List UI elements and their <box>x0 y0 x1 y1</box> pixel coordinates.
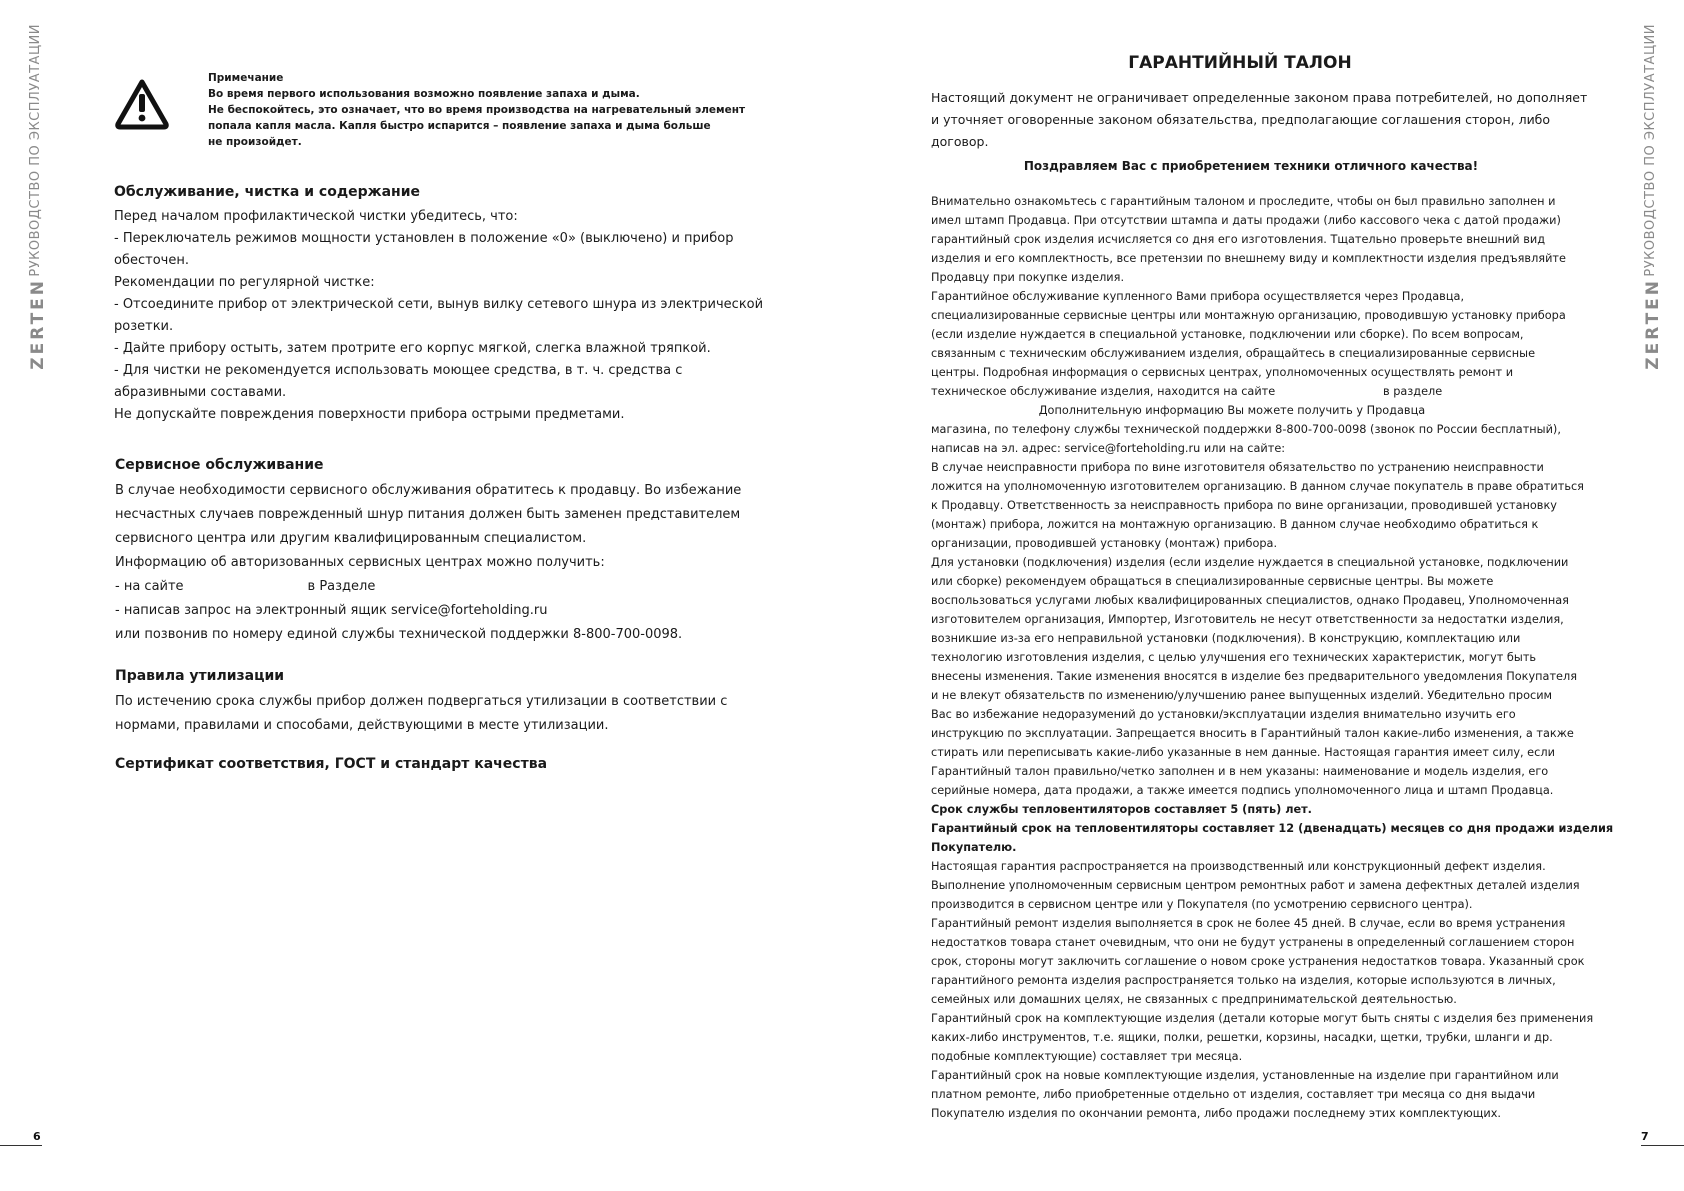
body-line: производится в сервисном центре или у Покупателя (по усмотрению сервисного центра). <box>931 898 1473 911</box>
paragraph-line: нормами, правилами и способами, действующими в месте утилизации. <box>115 718 609 733</box>
body-line: серийные номера, дата продажи, а также имеется подпись уполномоченного лица и штамп Продавца. <box>931 784 1554 797</box>
body-line: магазина, по телефону службы технической поддержки 8-800-700-0098 (звонок по России бесплатный), <box>931 423 1561 436</box>
body-line: стирать или переписывать какие-либо указанные в нем данные. Настоящая гарантия имеет силу, если <box>931 746 1555 759</box>
warranty-period-line: Покупателю. <box>931 841 1017 854</box>
paragraph-line: По истечению срока службы прибор должен подвергаться утилизации в соответствии с <box>115 694 728 709</box>
body-line: Гарантийное обслуживание купленного Вами прибора осуществляется через Продавца, <box>931 290 1465 303</box>
body-line: платном ремонте, либо приобретенные отдельно от изделия, составляет три месяца со дня выдачи <box>931 1088 1536 1101</box>
paragraph-line: розетки. <box>114 319 174 334</box>
page-number-rule-left <box>0 1145 42 1146</box>
body-line: гарантийного ремонта изделия распространяется только на изделия, которые используются в личных, <box>931 974 1556 987</box>
paragraph-line: - Дайте прибору остыть, затем протрите его корпус мягкой, слегка влажной тряпкой. <box>114 341 711 356</box>
body-line: (если изделие нуждается в специальной установке, подключении или сборке). По всем вопросам, <box>931 328 1524 341</box>
body-line: ложится на уполномоченную изготовителем организацию. В данном случае покупатель в праве обратиться <box>931 480 1584 493</box>
body-line: гарантийный срок изделия исчисляется со дня его изготовления. Тщательно проверьте внешний вид <box>931 233 1546 246</box>
body-line: Гарантийный талон правильно/четко заполнен и в нем указаны: наименование и модель изделия, его <box>931 765 1549 778</box>
warranty-intro <box>931 87 1588 153</box>
paragraph-line: - написав запрос на электронный ящик service@forteholding.ru <box>115 603 548 618</box>
body-line: семейных или домашних целях, не связанных с предпринимательской деятельностью. <box>931 993 1457 1006</box>
intro-line: Настоящий документ не ограничивает определенные законом права потребителей, но дополняет <box>931 90 1588 105</box>
brand-logo-vertical: ZERTEN <box>28 278 48 370</box>
manual-title-vertical: РУКОВОДСТВО ПО ЭКСПЛУАТАЦИИ <box>1643 24 1658 277</box>
page-number-left: 6 <box>33 1130 41 1143</box>
paragraph-line: Перед началом профилактической чистки убедитесь, что: <box>114 209 518 224</box>
body-line: каких-либо инструментов, т.е. ящики, полки, решетки, корзины, насадки, щетки, трубки, шланги и др. <box>931 1031 1553 1044</box>
page-number-rule-right <box>1641 1145 1684 1146</box>
note-line: Не беспокойтесь, это означает, что во время производства на нагревательный элемент <box>208 104 746 116</box>
body-line: Дополнительную информацию Вы можете получить у Продавца <box>931 404 1426 417</box>
service-life-line: Срок службы тепловентиляторов составляет 5 (пять) лет. <box>931 803 1312 816</box>
body-line: воспользоваться услугами любых квалифицированных специалистов, однако Продавец, Уполномоченная <box>931 594 1569 607</box>
paragraph-line: сервисного центра или другим квалифицированным специалистом. <box>115 531 587 546</box>
body-line: организации, проводившей установку (монтаж) прибора. <box>931 537 1278 550</box>
body-line: связанным с техническим обслуживанием изделия, обращайтесь в специализированные сервисные <box>931 347 1536 360</box>
body-line: недостатков товара станет очевидным, что они не будут устранены в определенный соглашением сторон <box>931 936 1575 949</box>
paragraph-line: - Отсоедините прибор от электрической сети, вынув вилку сетевого шнура из электрической <box>114 297 764 312</box>
body-line: внесены изменения. Такие изменения вносятся в изделие без предварительного уведомления Покупателя <box>931 670 1577 683</box>
body-line: центры. Подробная информация о сервисных центрах, уполномоченных осуществлять ремонт и <box>931 366 1514 379</box>
right-side-label <box>1633 0 1673 380</box>
recycling-section <box>115 668 775 738</box>
left-side-label <box>18 0 58 380</box>
body-line: возникшие из-за его неправильной установки (подключения). В конструкцию, комплектацию или <box>931 632 1521 645</box>
note-title: Примечание <box>208 72 284 84</box>
certificate-section <box>115 756 775 778</box>
note-text <box>208 70 808 150</box>
body-line: подобные комплектующие) составляет три месяца. <box>931 1050 1243 1063</box>
maintenance-section <box>114 184 774 426</box>
note-line: не произойдет. <box>208 136 302 148</box>
maintenance-heading: Обслуживание, чистка и содержание <box>114 184 421 200</box>
body-line: В случае неисправности прибора по вине изготовителя обязательство по устранению неисправности <box>931 461 1544 474</box>
certificate-heading: Сертификат соответствия, ГОСТ и стандарт качества <box>115 756 548 772</box>
warning-triangle-icon <box>114 78 170 130</box>
paragraph-line: или позвонив по номеру единой службы технической поддержки 8-800-700-0098. <box>115 627 683 642</box>
paragraph-line: - на сайте в Разделе <box>115 579 376 594</box>
congratulations-line: Поздравляем Вас с приобретением техники отличного качества! <box>1023 159 1479 173</box>
body-line: Внимательно ознакомьтесь с гарантийным талоном и проследите, чтобы он был правильно заполнен и <box>931 195 1556 208</box>
body-line: инструкцию по эксплуатации. Запрещается вносить в Гарантийный талон какие-либо изменения, а также <box>931 727 1574 740</box>
paragraph-line: Не допускайте повреждения поверхности прибора острыми предметами. <box>114 407 625 422</box>
note-line: попала капля масла. Капля быстро испарится – появление запаха и дыма больше <box>208 120 711 132</box>
body-line: техническое обслуживание изделия, находится на сайте в разделе <box>931 385 1443 398</box>
warranty-title: ГАРАНТИЙНЫЙ ТАЛОН <box>1128 53 1352 73</box>
body-line: Гарантийный срок на комплектующие изделия (детали которые могут быть сняты с изделия без применения <box>931 1012 1594 1025</box>
body-line: изделия и его комплектность, все претензии по внешнему виду и комплектности изделия предъявляйте <box>931 252 1566 265</box>
body-line: Покупателю изделия по окончании ремонта, либо продажи последнему этих комплектующих. <box>931 1107 1501 1120</box>
body-line: к Продавцу. Ответственность за неисправность прибора по вине организации, проводившей установку <box>931 499 1557 512</box>
paragraph-line: - Для чистки не рекомендуется использовать моющее средства, в т. ч. средства с <box>114 363 683 378</box>
paragraph-line: В случае необходимости сервисного обслуживания обратитесь к продавцу. Во избежание <box>115 483 742 498</box>
brand-logo-vertical: ZERTEN <box>1643 278 1663 370</box>
body-line: (монтаж) прибора, ложится на монтажную организацию. В данном случае необходимо обратиться к <box>931 518 1539 531</box>
service-heading: Сервисное обслуживание <box>115 457 324 473</box>
body-line: технологию изготовления изделия, с целью улучшения его технических характеристик, могут быть <box>931 651 1537 664</box>
paragraph-line: абразивными составами. <box>114 385 287 400</box>
body-line: Настоящая гарантия распространяется на производственный или конструкционный дефект изделия. <box>931 860 1546 873</box>
body-line: изготовителем организация, Импортер, Изготовитель не несут ответственности за недостатки изделия, <box>931 613 1564 626</box>
intro-line: и уточняет оговоренные законом обязательства, предполагающие соглашения сторон, либо <box>931 112 1551 127</box>
body-line: Гарантийный срок на новые комплектующие изделия, установленные на изделие при гарантийном или <box>931 1069 1559 1082</box>
paragraph-line: - Переключатель режимов мощности установлен в положение «0» (выключено) и прибор <box>114 231 734 246</box>
body-line: Вас во избежание недоразумений до установки/эксплуатации изделия внимательно изучить его <box>931 708 1516 721</box>
warranty-period-line: Гарантийный срок на тепловентиляторы составляет 12 (двенадцать) месяцев со дня продажи изделия <box>931 822 1614 835</box>
body-line: срок, стороны могут заключить соглашение о новом сроке устранения недостатков товара. Указанный срок <box>931 955 1585 968</box>
body-line: Выполнение уполномоченным сервисным центром ремонтных работ и замена дефектных деталей изделия <box>931 879 1580 892</box>
body-line: или сборке) рекомендуем обращаться в специализированные сервисные центры. Вы можете <box>931 575 1494 588</box>
paragraph-line: Информацию об авторизованных сервисных центрах можно получить: <box>115 555 605 570</box>
body-line: написав на эл. адрес: service@forteholding.ru или на сайте: <box>931 442 1286 455</box>
recycling-heading: Правила утилизации <box>115 668 285 684</box>
paragraph-line: обесточен. <box>114 253 189 268</box>
body-line: и не влекут обязательств по изменению/улучшению ранее выпущенных изделий. Убедительно просим <box>931 689 1553 702</box>
body-line: имел штамп Продавца. При отсутствии штампа и даты продажи (либо кассового чека с датой продажи) <box>931 214 1561 227</box>
paragraph-line: несчастных случаев поврежденный шнур питания должен быть заменен представителем <box>115 507 741 522</box>
service-section <box>115 457 775 647</box>
page-number-right: 7 <box>1641 1130 1649 1143</box>
intro-line: договор. <box>931 134 989 149</box>
note-line: Во время первого использования возможно появление запаха и дыма. <box>208 88 640 100</box>
body-line: Продавцу при покупке изделия. <box>931 271 1125 284</box>
manual-title-vertical: РУКОВОДСТВО ПО ЭКСПЛУАТАЦИИ <box>28 24 43 277</box>
paragraph-line: Рекомендации по регулярной чистке: <box>114 275 375 290</box>
warranty-body <box>931 192 1614 1123</box>
body-line: Гарантийный ремонт изделия выполняется в срок не более 45 дней. В случае, если во время устранения <box>931 917 1566 930</box>
body-line: Для установки (подключения) изделия (если изделие нуждается в специальной установке, подключении <box>931 556 1569 569</box>
body-line: специализированные сервисные центры или монтажную организацию, проводившую установку прибора <box>931 309 1566 322</box>
